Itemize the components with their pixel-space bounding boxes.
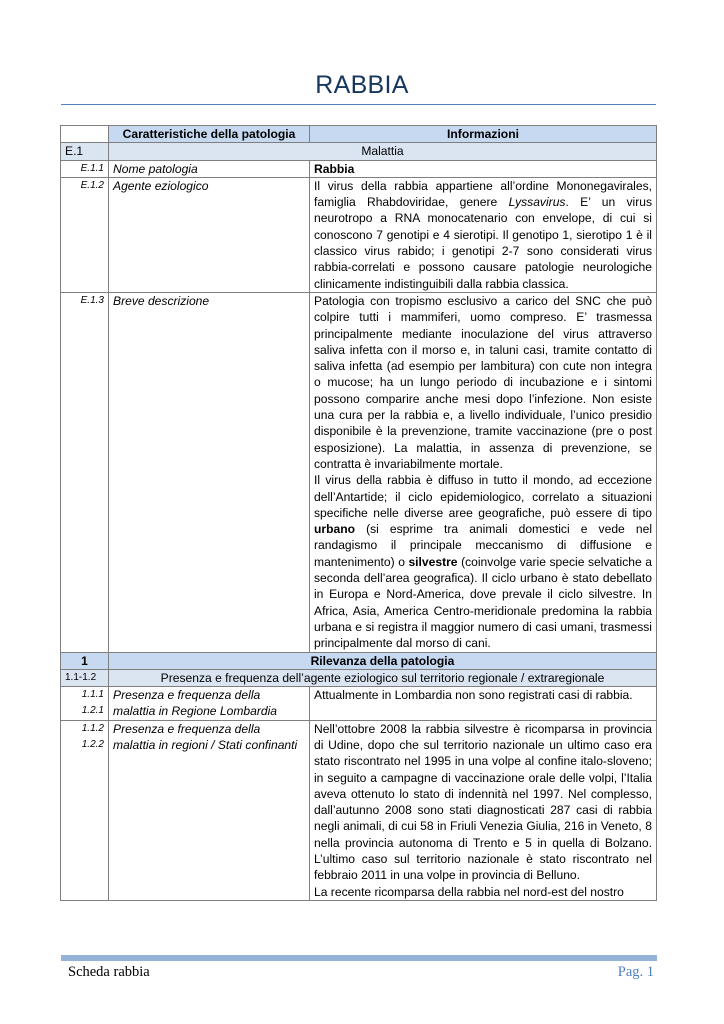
header-characteristics: Caratteristiche della patologia xyxy=(109,126,310,143)
text-run: Il virus della rabbia è diffuso in tutto il mondo, ad eccezione dell’Antartide; il ciclo epidemiologico, correlato a situazioni specifiche nelle diverse aree geografiche, può essere di tipo xyxy=(314,473,652,520)
section-row-1 xyxy=(61,652,657,669)
section-code: E.1 xyxy=(61,143,109,160)
row-label: Breve descrizione xyxy=(109,292,310,652)
emphasis-urbano: urbano xyxy=(314,522,355,537)
footer-rule xyxy=(61,955,657,961)
row-value: Attualmente in Lombardia non sono registrati casi di rabbia. xyxy=(310,687,657,721)
title-underline xyxy=(61,104,656,105)
row-label: Agente eziologico xyxy=(109,177,310,292)
row-value: Rabbia xyxy=(310,160,657,177)
section-title: Malattia xyxy=(109,143,657,160)
code-line: 1.2.2 xyxy=(81,738,104,750)
text-run: (coinvolge varie specie selvatiche a seconda dell’area geografica). Il ciclo urbano è stato debellato in Europa e Nord-America, dove prevale il ciclo silvestre. In Africa, Asia, America Centro-meridionale predomina la rabbia urbana e si registra il maggior numero di casi umani, trasmessi principalmente dal morso di cani. xyxy=(314,554,652,651)
page-number: Pag. 1 xyxy=(617,964,654,980)
row-value xyxy=(310,292,657,652)
page-title: RABBIA xyxy=(315,71,409,99)
genus-name: Lyssavirus xyxy=(508,195,566,210)
section-title: Rilevanza della patologia xyxy=(109,652,657,669)
paragraph: La recente ricomparsa della rabbia nel nord-est del nostro xyxy=(314,884,624,899)
table-row xyxy=(61,177,657,292)
text-run: (si esprime tra animali domestici e vede nel randagismo il principale meccanismo di diffusione e mantenimento) o xyxy=(314,522,652,569)
pathology-table xyxy=(60,125,657,901)
text-run: . E’ un virus neurotropo a RNA monocatenario con envelope, di cui si conoscono 7 genotipi e 4 sierotipi. Il genotipo 1, sierotipo 1 è il classico virus rabido; i genotipi 2-7 sono considerati virus rabbia-correlati e possono causare patologie neurologiche clinicamente indistinguibili dalla rabbia classica. xyxy=(314,195,653,291)
section-row-e1 xyxy=(61,143,657,160)
table-row xyxy=(61,292,657,652)
code-line: 1.1.2 xyxy=(81,722,104,734)
header-corner xyxy=(61,126,109,143)
row-code: E.1.1 xyxy=(61,160,109,177)
row-label: Presenza e frequenza della malattia in Regione Lombardia xyxy=(109,687,310,721)
footer-doc-title: Scheda rabbia xyxy=(68,964,150,980)
code-line: 1.1.1 xyxy=(81,689,104,701)
section-code: 1.1-1.2 xyxy=(61,669,109,686)
table-header-row xyxy=(61,126,657,143)
section-title: Presenza e frequenza dell’agente eziologico sul territorio regionale / extraregionale xyxy=(109,669,657,686)
paragraph xyxy=(314,472,652,651)
row-code: E.1.3 xyxy=(61,292,109,652)
paragraph: Patologia con tropismo esclusivo a carico del SNC che può colpire tutti i mammiferi, uomo compreso. E’ trasmessa principalmente mediante inoculazione del virus attraverso saliva infetta con il morso e, in taluni casi, tramite contatto di saliva infetta (ad esempio per lambitura) con cute non integra o mucose; ha un lungo periodo di incubazione e i sintomi possono comparire anche mesi dopo l’infezione. Non esiste una cura per la rabbia e, a livello individuale, l’unico presidio disponibile è la prevenzione, tramite vaccinazione (pre o post esposizione). La malattia, in assenza di prevenzione, se contratta è invariabilmente mortale. xyxy=(314,293,652,471)
row-label: Nome patologia xyxy=(109,160,310,177)
row-value xyxy=(310,177,657,292)
row-code xyxy=(61,687,109,721)
row-code xyxy=(61,720,109,900)
header-information: Informazioni xyxy=(310,126,657,143)
row-value xyxy=(310,720,657,900)
text-run: Il virus della rabbia appartiene all’ordine Mononegavirales, famiglia Rhabdoviridae, genere xyxy=(314,178,652,210)
row-code: E.1.2 xyxy=(61,177,109,292)
code-line: 1.2.1 xyxy=(81,705,104,717)
table-row xyxy=(61,160,657,177)
table-row xyxy=(61,720,657,900)
emphasis-silvestre: silvestre xyxy=(408,554,458,569)
table-row xyxy=(61,687,657,721)
section-row-1-1 xyxy=(61,669,657,686)
paragraph: Nell’ottobre 2008 la rabbia silvestre è ricomparsa in provincia di Udine, dopo che sul territorio nazionale un ultimo caso era stato riscontrato nel 1995 in una volpe al confine italo-sloveno; in seguito a campagne di vaccinazione orale delle volpi, l’Italia aveva ottenuto lo stato di indennità nel 1997. Nel complesso, dall’autunno 2008 sono stati diagnosticati 287 casi di rabbia negli animali, di cui 58 in Friuli Venezia Giulia, 216 in Veneto, 8 nella provincia autonoma di Trento e 5 in quella di Bolzano. L’ultimo caso sul territorio nazionale è stato riscontrato nel febbraio 2011 in una volpe in provincia di Belluno. xyxy=(314,721,652,883)
row-label: Presenza e frequenza della malattia in regioni / Stati confinanti xyxy=(109,720,310,900)
section-code: 1 xyxy=(61,652,109,669)
